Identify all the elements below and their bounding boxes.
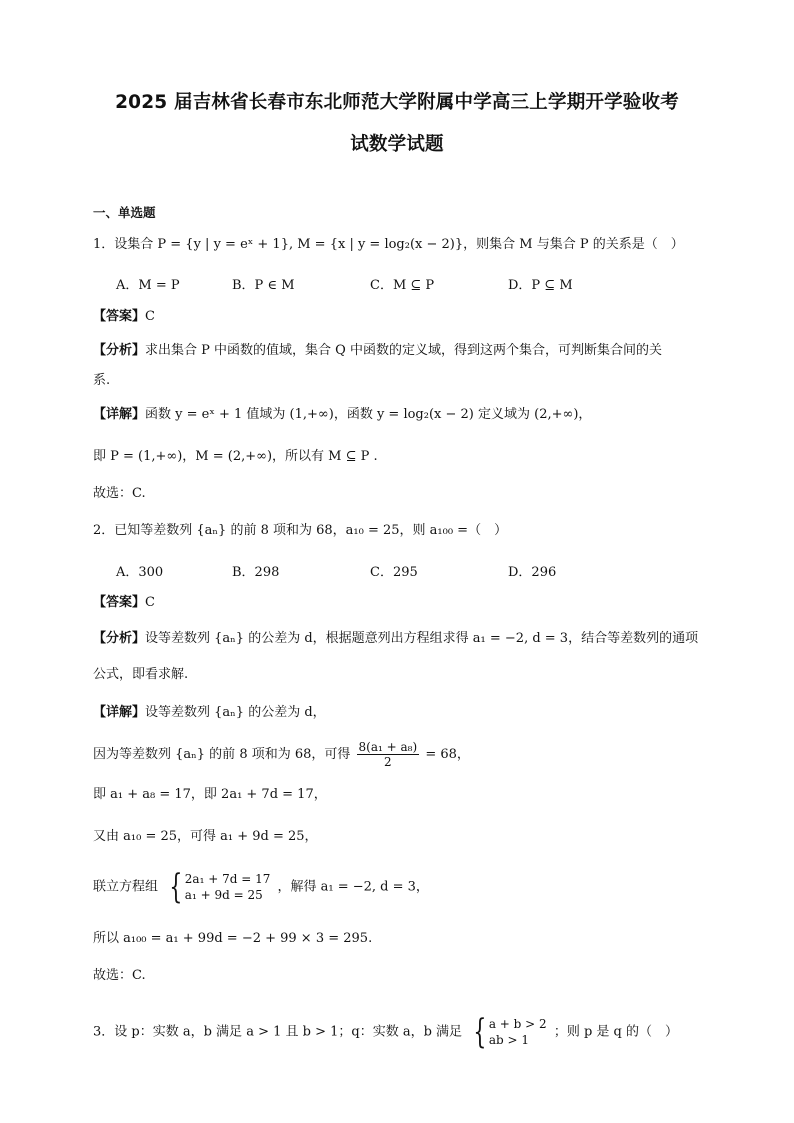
question-1-answer xyxy=(93,308,155,326)
system-solution-text: ，解得 a₁ = −2, d = 3， xyxy=(277,879,429,895)
analysis-text: 设等差数列 {aₙ} 的公差为 d，根据题意列出方程组求得 a₁ = −2, d = 3，结合等差数列的通项 xyxy=(145,631,699,646)
question-2-analysis xyxy=(93,630,698,648)
fraction-numerator: 8(a₁ + a₈) xyxy=(358,740,418,754)
left-brace-symbol: { xyxy=(169,867,183,907)
question-1-option-b: B．P ∈ M xyxy=(232,278,295,293)
system-lead-text: 联立方程组 xyxy=(93,879,159,895)
question-1-option-a: A．M = P xyxy=(116,278,180,293)
question-2-analysis-continued: 公式，即看求解. xyxy=(93,667,189,682)
question-1-stem: 1．设集合 P = {y | y = eˣ + 1}, M = {x | y = log₂(x − 2)}，则集合 M 与集合 P 的关系是（ ） xyxy=(93,237,684,252)
answer-value: C xyxy=(145,595,155,610)
answer-value: C xyxy=(145,309,155,324)
system-equation-2: a₁ + 9d = 25 xyxy=(184,888,263,902)
question-2-option-a: A．300 xyxy=(116,565,164,580)
question-2-detail-line-2 xyxy=(93,740,470,769)
system-equation-1: 2a₁ + 7d = 17 xyxy=(184,872,271,886)
question-3-stem-lead: 3．设 p：实数 a，b 满足 a > 1 且 b > 1；q：实数 a，b 满足 xyxy=(93,1024,463,1040)
question-2-answer xyxy=(93,594,155,612)
condition-system xyxy=(469,1012,547,1052)
question-2-stem: 2．已知等差数列 {aₙ} 的前 8 项和为 68，a₁₀ = 25，则 a₁₀₀ =（ ） xyxy=(93,523,508,538)
question-1-option-c: C．M ⊆ P xyxy=(370,278,435,293)
condition-2: ab > 1 xyxy=(488,1033,529,1047)
question-2-detail-line-3: 即 a₁ + a₈ = 17，即 2a₁ + 7d = 17， xyxy=(93,787,327,802)
question-2-detail-line-4: 又由 a₁₀ = 25，可得 a₁ + 9d = 25， xyxy=(93,829,318,844)
exam-title-line-1: 2025 届吉林省长春市东北师范大学附属中学高三上学期开学验收考 xyxy=(115,92,679,113)
condition-1: a + b > 2 xyxy=(488,1017,547,1031)
question-1-detail xyxy=(93,406,591,424)
left-brace-symbol: { xyxy=(473,1012,487,1052)
question-3-stem-tail: ；则 p 是 q 的（ ） xyxy=(553,1024,678,1040)
analysis-tag: 【分析】 xyxy=(93,343,146,358)
question-2-detail-line-6: 所以 a₁₀₀ = a₁ + 99d = −2 + 99 × 3 = 295. xyxy=(93,931,373,946)
detail-text: 设等差数列 {aₙ} 的公差为 d， xyxy=(145,705,326,720)
detail-text-after-fraction: = 68， xyxy=(425,747,470,762)
question-3-stem xyxy=(93,1012,678,1052)
section-heading: 一、单选题 xyxy=(93,205,156,220)
analysis-text: 求出集合 P 中函数的值域，集合 Q 中函数的定义域，得到这两个集合，可判断集合间的关 xyxy=(145,343,662,358)
equation-system xyxy=(165,867,271,907)
fraction-denominator: 2 xyxy=(384,755,392,769)
question-2-detail-line-5 xyxy=(93,867,429,907)
question-1-conclusion: 故选：C. xyxy=(93,486,146,501)
question-2-conclusion: 故选：C. xyxy=(93,968,146,983)
question-1-analysis xyxy=(93,342,662,360)
detail-text: 函数 y = eˣ + 1 值域为 (1,+∞)，函数 y = log₂(x − 2) 定义域为 (2,+∞)， xyxy=(145,407,592,422)
question-2-detail xyxy=(93,704,326,722)
answer-tag: 【答案】 xyxy=(93,309,146,324)
question-2-option-b: B．298 xyxy=(232,565,280,580)
question-2-option-d: D．296 xyxy=(508,565,557,580)
question-1-analysis-continued: 系. xyxy=(93,373,111,388)
analysis-tag: 【分析】 xyxy=(93,631,146,646)
sum-fraction xyxy=(357,740,420,769)
question-2-option-c: C．295 xyxy=(370,565,418,580)
exam-title-line-2: 试数学试题 xyxy=(350,134,444,155)
detail-tag: 【详解】 xyxy=(93,705,146,720)
detail-text-before-fraction: 因为等差数列 {aₙ} 的前 8 项和为 68，可得 xyxy=(93,747,351,762)
detail-tag: 【详解】 xyxy=(93,407,146,422)
question-1-detail-line-2: 即 P = (1,+∞)，M = (2,+∞)，所以有 M ⊆ P . xyxy=(93,449,378,464)
question-1-option-d: D．P ⊆ M xyxy=(508,278,573,293)
answer-tag: 【答案】 xyxy=(93,595,146,610)
